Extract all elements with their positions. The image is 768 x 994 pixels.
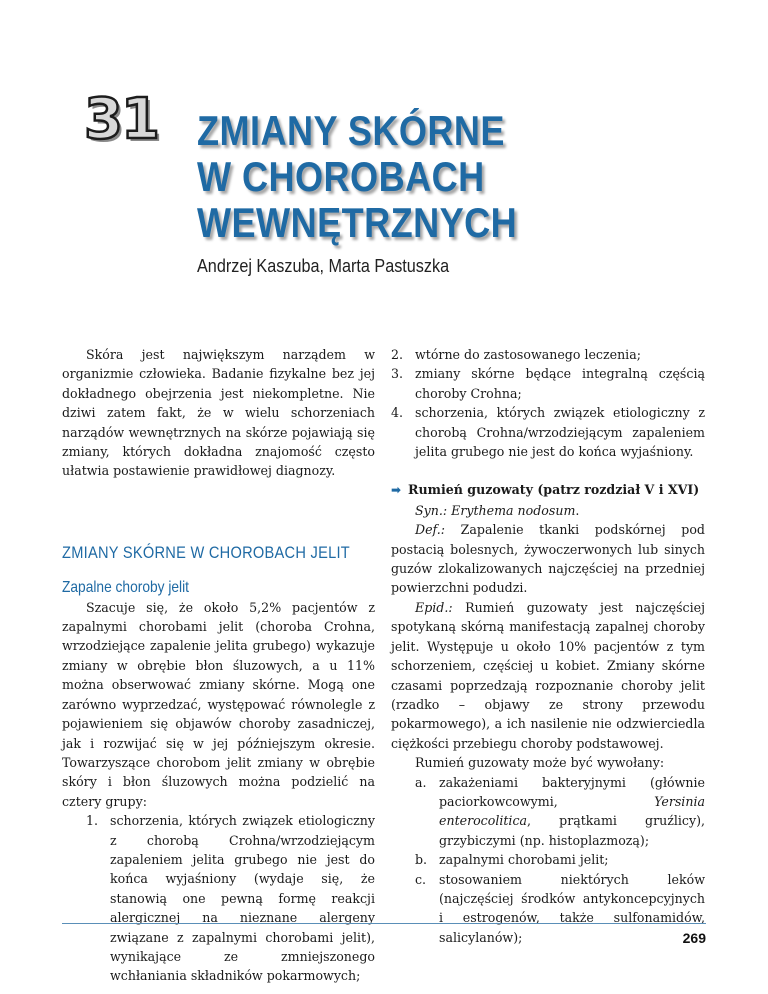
list-item-3 bbox=[391, 364, 705, 403]
chapter-title bbox=[197, 108, 517, 246]
arrow-right-icon: ➡ bbox=[391, 483, 402, 498]
list-item-4 bbox=[391, 403, 705, 461]
list-marker: 4. bbox=[391, 405, 404, 421]
subsection-heading: Zapalne choroby jelit bbox=[62, 579, 189, 597]
list-item-2 bbox=[391, 345, 705, 364]
italic-term: Yersinia enterocolitica bbox=[439, 793, 705, 829]
epidemiology-paragraph bbox=[391, 598, 705, 753]
chapter-title-line-2: W CHOROBACH bbox=[197, 153, 485, 200]
left-column bbox=[62, 345, 375, 986]
list-text: schorzenia, których związek etiologiczny z chorobą Crohna/wrzodziejącym zapaleniem jelita grubego nie jest do końca wyjaśniony. bbox=[415, 405, 705, 460]
list-text: wtórne do zastosowanego leczenia; bbox=[415, 347, 641, 362]
footer-rule bbox=[62, 923, 706, 924]
chapter-title-line-3: WEWNĘTRZNYCH bbox=[197, 199, 518, 246]
cause-item-a bbox=[391, 773, 705, 851]
epid-label: Epid.: bbox=[415, 599, 453, 615]
synonym-line: Syn.: Erythema nodosum. bbox=[415, 502, 580, 518]
cause-item-c bbox=[391, 870, 705, 948]
list-marker: a. bbox=[415, 774, 427, 790]
page-number: 269 bbox=[682, 930, 706, 946]
definition-paragraph bbox=[391, 520, 705, 598]
causes-intro: Rumień guzowaty może być wywołany: bbox=[415, 755, 665, 771]
right-column bbox=[391, 345, 705, 947]
erythema-heading bbox=[391, 480, 705, 500]
list-marker: c. bbox=[415, 871, 427, 887]
authors: Andrzej Kaszuba, Marta Pastuszka bbox=[197, 256, 450, 276]
list-text: schorzenia, których związek etiologiczny z chorobą Crohna/wrzodziejącym zapaleniem jelita grubego nie jest do końca wyjaśniony (wydaje się, że stanowią one pewną formę reakcji alergicznej na nieznane alergeny związane z zapalnymi chorobami jelit), wynikające ze zmniejszonego wchłaniania składników pokarmowych; bbox=[110, 813, 375, 984]
list-marker: 1. bbox=[86, 813, 99, 829]
body-paragraph: Szacuje się, że około 5,2% pacjentów z zapalnymi chorobami jelit (choroba Crohna, wrzodziejące zapalenie jelita grubego) wykazuje zmiany w obrębie błon śluzowych, a u 11% można obserwować zmiany skórne. Mogą one zarówno wyprzedzać, występować równolegle z pojawieniem się objawów choroby zasadniczej, jak i rozwijać się w jej późniejszym okresie. Towarzyszące chorobom jelit zmiany w obrębie skóry i błon śluzowych można podzielić na cztery grupy: bbox=[62, 599, 375, 809]
section-heading: ZMIANY SKÓRNE W CHOROBACH JELIT bbox=[62, 542, 350, 562]
list-item-1 bbox=[62, 811, 375, 986]
list-text: zmiany skórne będące integralną częścią choroby Crohna; bbox=[415, 366, 705, 401]
def-label: Def.: bbox=[415, 522, 446, 538]
syn-value: Erythema nodosum bbox=[451, 502, 576, 518]
list-text: zapalnymi chorobami jelit; bbox=[439, 852, 609, 868]
chapter-number: 31 bbox=[84, 87, 158, 152]
list-marker: b. bbox=[415, 852, 428, 868]
list-marker: 3. bbox=[391, 366, 404, 382]
cause-item-b bbox=[391, 850, 705, 869]
chapter-title-line-1: ZMIANY SKÓRNE bbox=[197, 107, 505, 154]
epid-text: Rumień guzowaty jest najczęściej spotykaną skórną manifestacją zapalnej choroby jelit. Występuje u około 10% pacjentów z tym schorzeniem, częściej u kobiet. Zmiany skórne czasami poprzedzają rozpoznanie choroby jelit (rzadko – objawy ze strony przewodu pokarmowego), a ich nasilenie nie odzwierciedla ciężkości przebiegu choroby podstawowej. bbox=[391, 599, 705, 751]
list-marker: 2. bbox=[391, 347, 404, 362]
syn-label: Syn.: bbox=[415, 502, 448, 518]
intro-paragraph: Skóra jest największym narządem w organizmie człowieka. Badanie fizykalne bez jej dokładnego obejrzenia jest niekompletne. Nie dziwi zatem fakt, że w wielu schorzeniach narządów wewnętrznych na skórze pojawiają się zmiany, których dokładna znajomość często ułatwia postawienie prawidłowej diagnozy. bbox=[62, 347, 375, 479]
list-text: stosowaniem niektórych leków (najczęściej środków antykoncepcyjnych i estrogenów, także sulfonamidów, salicylanów); bbox=[439, 871, 705, 945]
list-text: zakażeniami bakteryjnymi (głównie paciorkowcowymi, Yersinia enterocolitica, prątkami gruźlicy), grzybiczymi (np. histoplazmozą); bbox=[439, 774, 705, 848]
def-text: Zapalenie tkanki podskórnej pod postacią bolesnych, żywoczerwonych lub sinych guzów zlokalizowanych najczęściej na przedniej powierzchni podudzi. bbox=[391, 522, 705, 596]
erythema-heading-text: Rumień guzowaty (patrz rozdział V i XVI) bbox=[408, 482, 700, 498]
